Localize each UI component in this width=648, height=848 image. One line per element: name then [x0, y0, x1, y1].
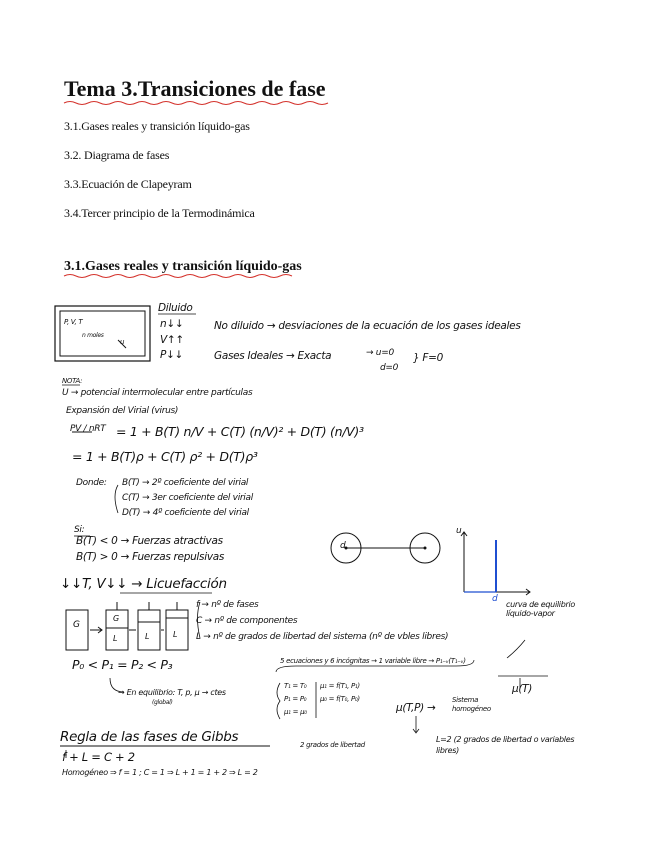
diluido-title: Diluido: [158, 302, 193, 314]
virial-equation-1: = 1 + B(T) n/V + C(T) (n/V)² + D(T) (n/V)³: [116, 424, 364, 439]
ecuaciones-incognitas: 5 ecuaciones y 6 incógnitas → 1 variable libre → P₁₋ᵥ(T₁₋ᵥ): [280, 657, 466, 665]
si-attractive: B(T) < 0 → Fuerzas atractivas: [76, 535, 223, 547]
en-equilibrio: → En equilibrio: T, p, μ → ctes: [118, 688, 226, 697]
eq-left-2: P₁ = P₀: [284, 695, 307, 703]
homogeneo-derivation: Homogéneo ⇒ f = 1 ; C = 1 ⇒ L + 1 = 1 + 2 ⇒ L = 2: [62, 768, 258, 777]
def-libertad: L → nº de grados de libertad del sistema (nº de vbles libres): [196, 632, 449, 642]
u-zero: → u=0: [366, 348, 394, 358]
no-diluido-note: No diluido → desviaciones de la ecuación de los gases ideales: [214, 320, 521, 332]
section-heading: 3.1.Gases reales y transición líquido-gas: [64, 259, 302, 274]
virial-lhs: PV / nRT: [70, 424, 106, 434]
diluido-p: P↓↓: [160, 349, 184, 361]
eq-left-1: T₁ = T₀: [284, 682, 307, 690]
curva-equilibrio: curva de equilibrio líquido-vapor: [506, 600, 576, 618]
piston-2-l: L: [113, 634, 118, 643]
toc-item-2: 3.2. Diagrama de fases: [64, 148, 170, 162]
gibbs-title: Regla de las fases de Gibbs: [60, 729, 239, 745]
nota-label: NOTA:: [62, 377, 83, 385]
grados-libertad: 2 grados de libertad: [300, 741, 365, 749]
si-label: Si:: [74, 525, 85, 535]
graph-d-label: d: [492, 594, 498, 604]
page-title: Tema 3.Transiciones de fase: [64, 76, 326, 101]
eq-left-3: μ₁ = μ₀: [284, 708, 307, 716]
graph-u-label: u: [456, 526, 462, 536]
sistema-homogeneo: Sistema homogéneo: [452, 696, 491, 713]
mu-t: μ(T): [512, 683, 533, 695]
def-fases: f → nº de fases: [196, 600, 259, 610]
eq-right-1: μ₁ = f(T₁, P₁): [320, 682, 360, 690]
particle-right-dot: [424, 547, 427, 550]
piston-diagram: [66, 602, 188, 650]
title-underline: [64, 102, 328, 105]
equations-brace: [277, 683, 280, 719]
si-repulsive: B(T) > 0 → Fuerzas repulsivas: [76, 551, 225, 563]
coef-2: B(T) → 2º coeficiente del virial: [122, 478, 249, 488]
donde-label: Donde:: [76, 478, 107, 488]
licuefaccion-note: ↓↓T, V↓↓ → Licuefacción: [60, 576, 227, 592]
piston-2-g: G: [113, 614, 119, 623]
gases-ideales-note: Gases Ideales → Exacta: [214, 350, 332, 362]
piston-1-g: G: [73, 620, 80, 630]
coef-3: C(T) → 3er coeficiente del virial: [122, 493, 253, 503]
piston-1: [66, 610, 88, 650]
donde-brace: [115, 485, 118, 513]
piston-3-l: L: [145, 632, 150, 641]
mu-tp: μ(T,P) →: [396, 702, 436, 714]
pressure-relation: P₀ < P₁ = P₂ < P₃: [72, 657, 173, 672]
virial-equation-2: = 1 + B(T)ρ + C(T) ρ² + D(T)ρ³: [72, 449, 258, 464]
virial-title: Expansión del Virial (virus): [66, 406, 179, 416]
piston-4-l: L: [173, 630, 178, 639]
d-zero: d=0: [380, 363, 399, 373]
diluido-n: n↓↓: [160, 318, 184, 330]
box-moles: n moles: [82, 332, 104, 339]
piston-3: [138, 610, 160, 650]
coef-4: D(T) → 4º coeficiente del virial: [122, 508, 249, 518]
box-label: P, V, T: [64, 318, 83, 326]
section-underline: [64, 275, 292, 278]
toc-item-1: 3.1.Gases reales y transición líquido-gas: [64, 119, 250, 133]
particle-d-label: d: [340, 541, 346, 551]
toc-item-4: 3.4.Tercer principio de la Termodinámica: [64, 206, 255, 220]
def-componentes: C → nº de componentes: [196, 616, 298, 626]
f-zero: } F=0: [413, 352, 444, 364]
gibbs-equation: f + L = C + 2: [62, 750, 135, 764]
curva-arrow: [507, 640, 525, 658]
eq-right-2: μ₀ = f(T₀, P₀): [320, 695, 360, 703]
nota-text: U → potencial intermolecular entre partículas: [62, 388, 253, 398]
diluido-v: V↑↑: [160, 334, 184, 346]
toc-item-3: 3.3.Ecuación de Clapeyram: [64, 177, 192, 191]
l-equals-2: L=2 (2 grados de libertad o variables libres): [436, 735, 575, 755]
global-label: (global): [152, 699, 173, 706]
box-corner: u: [120, 338, 125, 346]
